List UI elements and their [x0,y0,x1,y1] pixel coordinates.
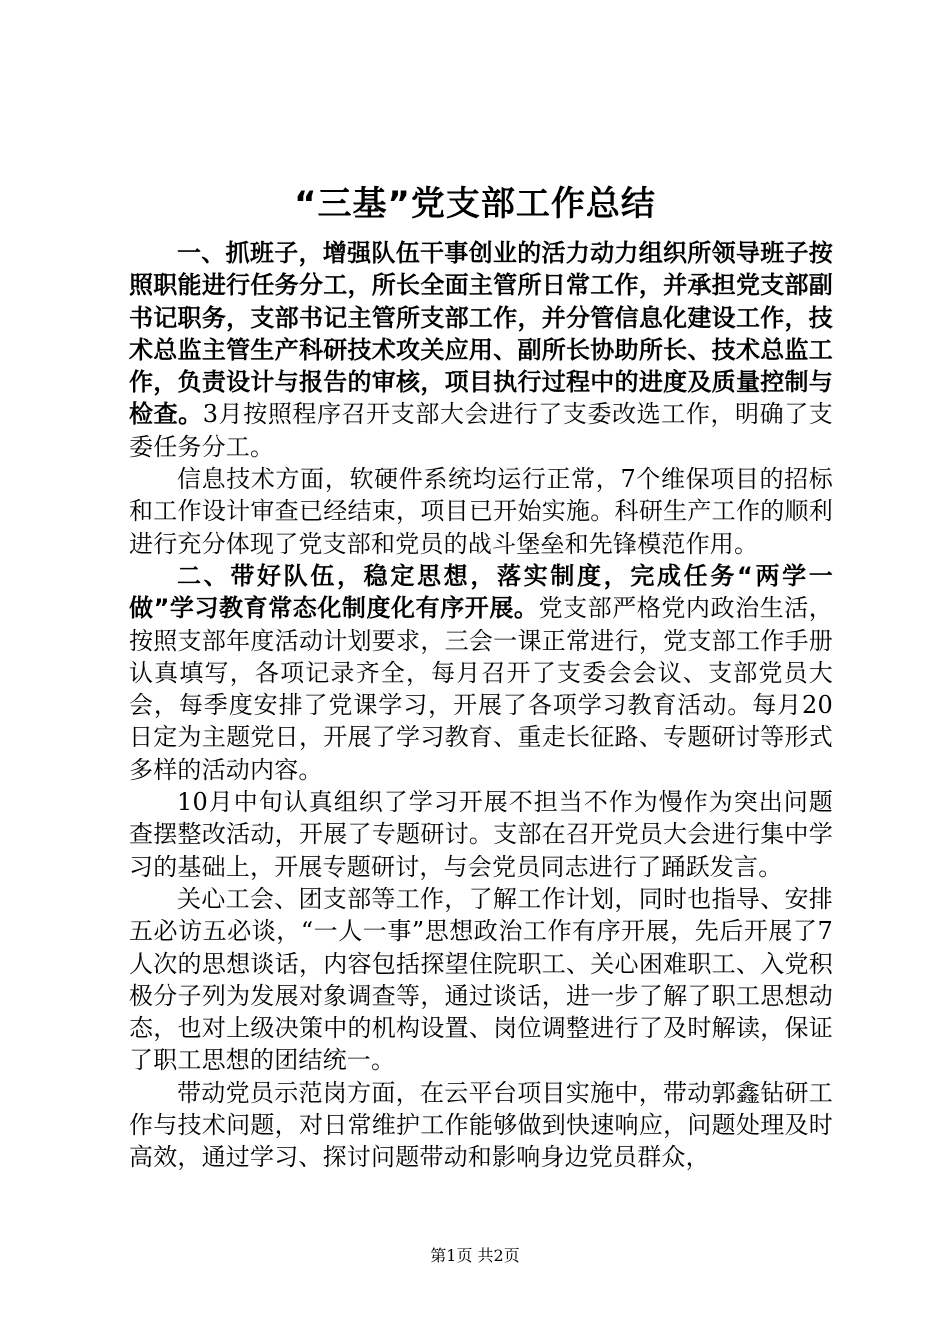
page-footer: 第1页 共2页 [430,1246,520,1265]
paragraph-6-text: 带动党员示范岗方面，在云平台项目实施中，带动郭鑫钻研工作与技术问题，对日常维护工作能够做到快速响应，问题处理及时高效，通过学习、探讨问题带动和影响身边党员群众， [129,1078,833,1172]
paragraph-1-text: 3月按照程序召开支部大会进行了支委改选工作，明确了支委任务分工。 [129,400,834,461]
paragraph-2-text: 信息技术方面，软硬件系统均运行正常，7个维保项目的招标和工作设计审查已经结束，项目已开始实施。科研生产工作的顺利进行充分体现了党支部和党员的战斗堡垒和先锋模范作用。 [129,465,833,558]
paragraph-5 [129,883,833,1077]
document-body [129,237,833,1174]
paragraph-5-text: 关心工会、团支部等工作，了解工作计划，同时也指导、安排五必访五必谈，“一人一事”思想政治工作有序开展，先后开展了7人次的思想谈话，内容包括探望住院职工、关心困难职工、入党积极分子列为发展对象调查等，通过谈话，进一步了解了职工思想动态，也对上级决策中的机构设置、岗位调整进行了及时解读，保证了职工思想的团结统一。 [129,884,833,1075]
paragraph-3 [129,560,833,786]
paragraph-3-heading: 二、带好队伍，稳定思想，落实制度，完成任务“两学一做”学习教育常态化制度化有序开展。 [129,561,833,623]
paragraph-6 [129,1077,833,1174]
paragraph-4 [129,786,833,883]
document-title: “三基”党支部工作总结 [294,184,656,224]
paragraph-1 [129,237,833,463]
paragraph-3-text: 党支部严格党内政治生活，按照支部年度活动计划要求，三会一课正常进行，党支部工作手册认真填写，各项记录齐全，每月召开了支委会会议、支部党员大会，每季度安排了党课学习，开展了各项学习教育活动。每月20日定为主题党日，开展了学习教育、重走长征路、专题研讨等形式多样的活动内容。 [129,594,833,784]
paragraph-1-heading: 一、抓班子，增强队伍干事创业的活力动力组织所领导班子按照职能进行任务分工，所长全面主管所日常工作，并承担党支部副书记职务，支部书记主管所支部工作，并分管信息化建设工作，技术总监主管生产科研技术攻关应用、副所长协助所长、技术总监工作，负责设计与报告的审核，项目执行过程中的进度及质量控制与检查。 [129,239,833,429]
paragraph-2 [129,463,833,560]
paragraph-4-text: 10月中旬认真组织了学习开展不担当不作为慢作为突出问题查摆整改活动，开展了专题研讨。支部在召开党员大会进行集中学习的基础上，开展专题研讨，与会党员同志进行了踊跃发言。 [129,788,833,881]
